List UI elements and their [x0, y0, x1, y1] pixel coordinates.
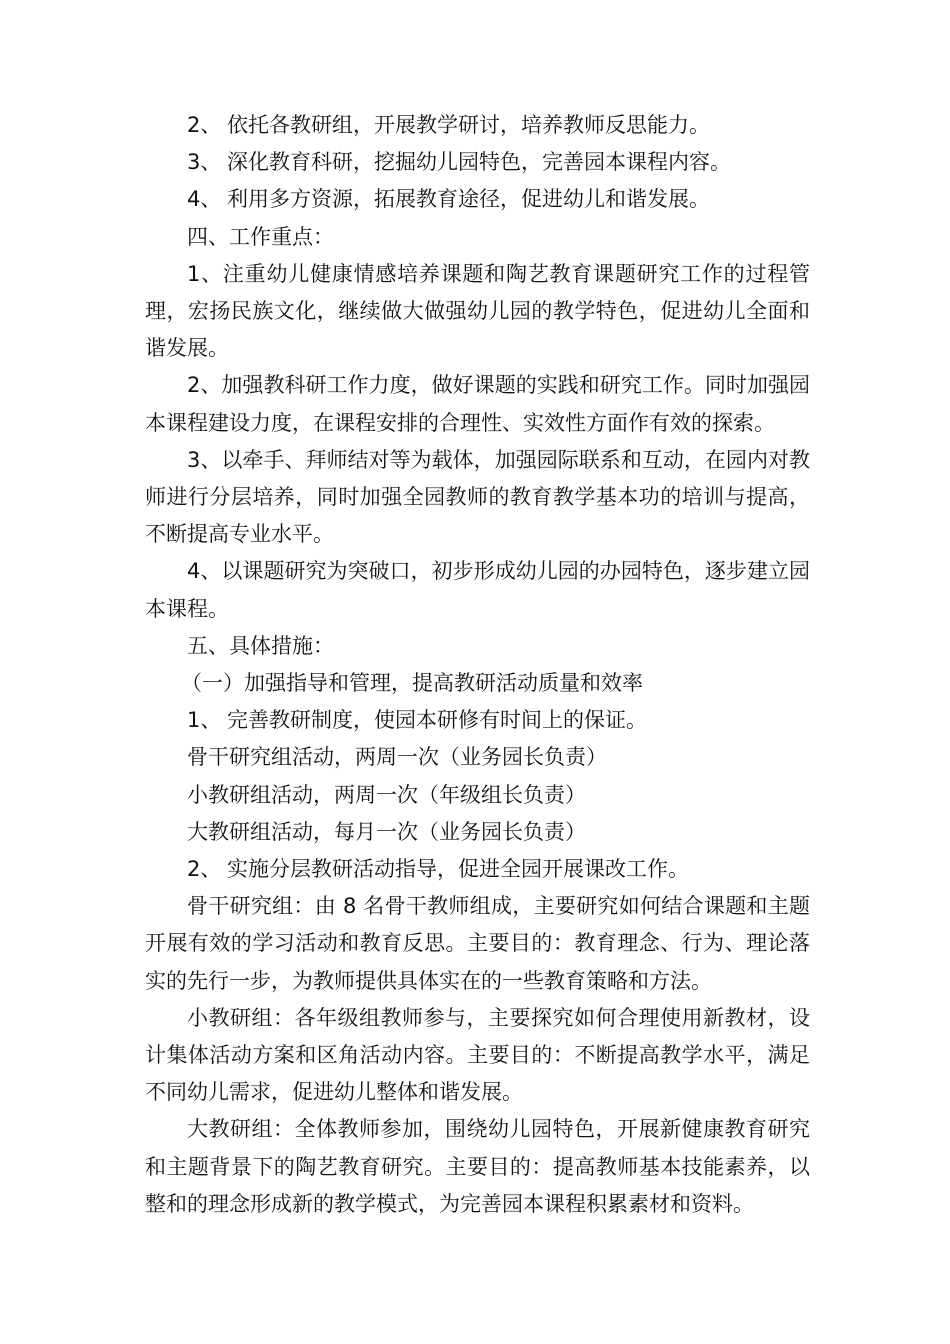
list-item-number: 2、: [187, 113, 222, 137]
group-paragraph: 小教研组：各年级组教师参与，主要探究如何合理使用新教材，设计集体活动方案和区角活动内容。主要目的：不断提高教学水平，满足不同幼儿需求，促进幼儿整体和谐发展。: [145, 1005, 810, 1105]
measure-item-number: 1、: [187, 708, 222, 733]
list-item-text: 深化教育科研，挖掘幼儿园特色，完善园本课程内容。: [227, 150, 731, 175]
list-item-number: 4、: [187, 187, 222, 212]
measure-item-number: 2、: [187, 857, 222, 882]
group-paragraph: 大教研组：全体教师参加，围绕幼儿园特色，开展新健康教育研究和主题背景下的陶艺教育研究。主要目的：提高教师基本技能素养，以整和的理念形成新的教学模式，为完善园本课程积累素材和资料。: [145, 1117, 810, 1216]
list-item: [145, 107, 810, 144]
measure-item: [145, 702, 810, 739]
group-paragraph: 骨干研究组：由 8 名骨干教师组成，主要研究如何结合课题和主题开展有效的学习活动和教育反思。主要目的：教育理念、行为、理论落实的先行一步，为教师提供具体实在的一些教育策略和方法。: [145, 894, 810, 993]
list-item-text: 依托各教研组，开展教学研讨，培养教师反思能力。: [227, 113, 710, 137]
work-focus-paragraph: 1、注重幼儿健康情感培养课题和陶艺教育课题研究工作的过程管理，宏扬民族文化，继续做大做强幼儿园的教学特色，促进幼儿全面和谐发展。: [145, 261, 810, 361]
measure-item-text: 实施分层教研活动指导，促进全园开展课改工作。: [227, 857, 689, 882]
list-item: [145, 181, 810, 218]
schedule-line: 骨干研究组活动，两周一次（业务园长负责）: [187, 745, 607, 770]
subsection-heading: （一）加强指导和管理，提高教研活动质量和效率: [181, 671, 643, 696]
work-focus-paragraph: 3、以牵手、拜师结对等为载体，加强园际联系和互动，在园内对教师进行分层培养，同时加强全园教师的教育教学基本功的培训与提高，不断提高专业水平。: [145, 447, 810, 547]
section-heading-work-focus: 四、工作重点：: [187, 224, 334, 249]
list-item: [145, 144, 810, 181]
work-focus-paragraph: 2、加强教科研工作力度，做好课题的实践和研究工作。同时加强园本课程建设力度，在课程安排的合理性、实效性方面作有效的探索。: [145, 373, 810, 435]
measure-item: [145, 851, 810, 888]
list-item-text: 利用多方资源，拓展教育途径，促进幼儿和谐发展。: [227, 187, 710, 212]
schedule-line: 小教研组活动，两周一次（年级组长负责）: [187, 782, 586, 807]
work-focus-paragraph: 4、以课题研究为突破口，初步形成幼儿园的办园特色，逐步建立园本课程。: [145, 559, 810, 621]
document-body: [145, 107, 810, 1223]
schedule-line: 大教研组活动，每月一次（业务园长负责）: [187, 819, 586, 844]
section-heading-measures: 五、具体措施：: [187, 633, 334, 658]
measure-item-text: 完善教研制度，使园本研修有时间上的保证。: [227, 708, 647, 733]
list-item-number: 3、: [187, 150, 222, 175]
